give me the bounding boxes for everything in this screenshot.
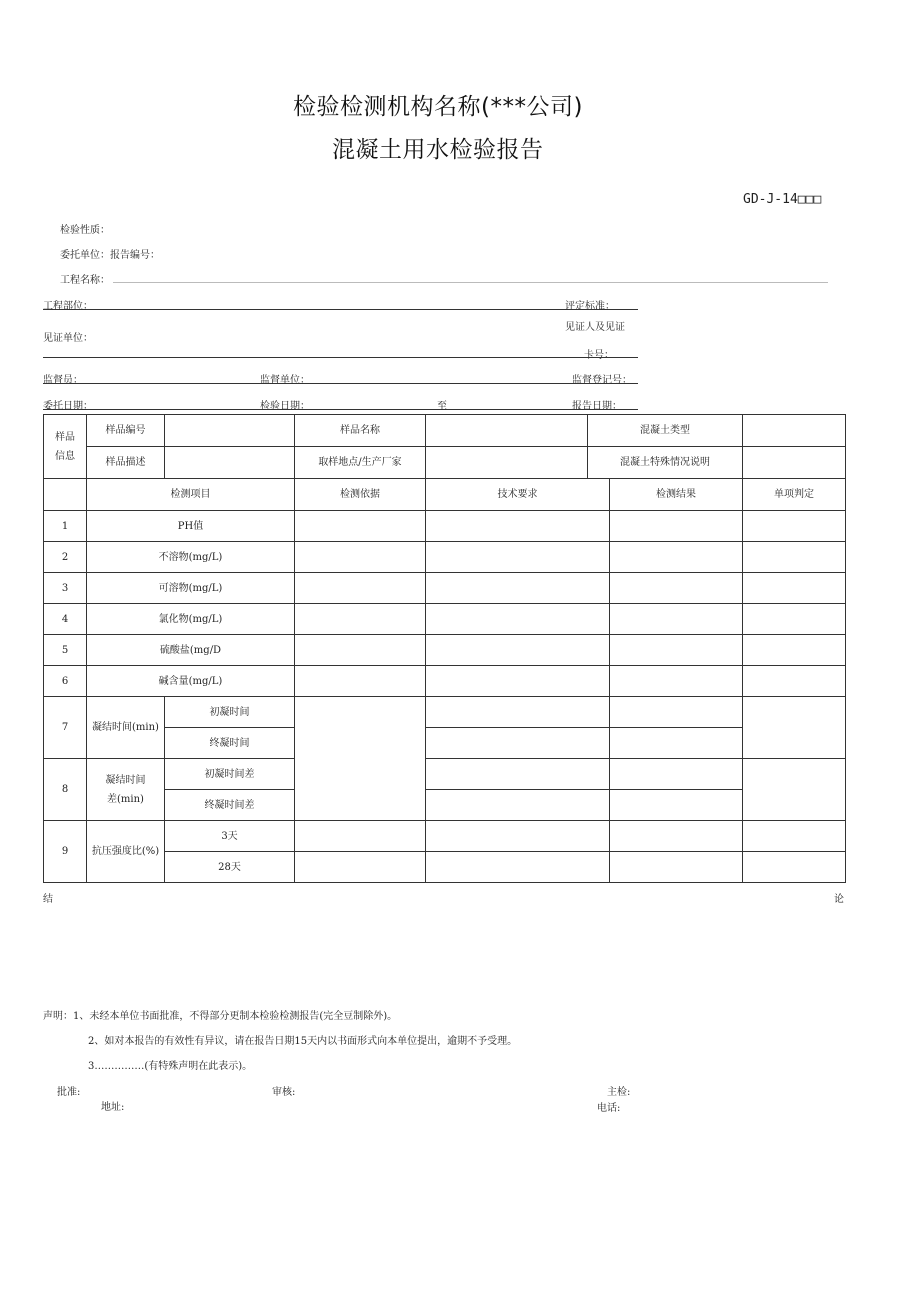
client-unit-label: 委托单位：报告编号： bbox=[60, 250, 160, 261]
row-item: 可溶物(mg/L) bbox=[87, 573, 295, 604]
row-basis[interactable] bbox=[295, 511, 426, 542]
project-name-label: 工程名称： bbox=[60, 275, 110, 286]
row-no: 7 bbox=[44, 697, 87, 759]
sample-name-value[interactable] bbox=[426, 415, 588, 447]
row-no: 5 bbox=[44, 635, 87, 666]
row-no: 6 bbox=[44, 666, 87, 697]
row-result[interactable] bbox=[610, 666, 743, 697]
row-subitem: 终凝时间差 bbox=[165, 790, 295, 821]
table-row bbox=[44, 604, 846, 635]
table-row bbox=[44, 821, 846, 852]
table-row bbox=[44, 635, 846, 666]
date-line bbox=[43, 409, 638, 410]
row-requirement[interactable] bbox=[426, 728, 610, 759]
row-item: 氯化物(mg/L) bbox=[87, 604, 295, 635]
row-judgement[interactable] bbox=[743, 821, 846, 852]
row-requirement[interactable] bbox=[426, 604, 610, 635]
row-basis[interactable] bbox=[295, 604, 426, 635]
row-subitem: 28天 bbox=[165, 852, 295, 883]
form-code: GD-J-14□□□ bbox=[743, 192, 822, 207]
row-requirement[interactable] bbox=[426, 821, 610, 852]
row-subitem: 初凝时间 bbox=[165, 697, 295, 728]
table-row bbox=[44, 542, 846, 573]
row-item: 凝结时间 差(min) bbox=[87, 759, 165, 821]
project-part-line bbox=[43, 309, 638, 310]
table-row bbox=[44, 697, 846, 728]
row-judgement[interactable] bbox=[743, 852, 846, 883]
row-result[interactable] bbox=[610, 635, 743, 666]
table-row bbox=[44, 511, 846, 542]
row-item: 不溶物(mg/L) bbox=[87, 542, 295, 573]
witness-unit-label: 见证单位： bbox=[43, 333, 93, 344]
row-result[interactable] bbox=[610, 573, 743, 604]
row-basis[interactable] bbox=[295, 821, 426, 852]
row-no: 2 bbox=[44, 542, 87, 573]
table-row bbox=[44, 666, 846, 697]
sample-desc-label: 样品描述 bbox=[87, 447, 165, 479]
row-no: 9 bbox=[44, 821, 87, 883]
row-no: 3 bbox=[44, 573, 87, 604]
row-basis[interactable] bbox=[295, 635, 426, 666]
conclusion-left: 结 bbox=[43, 894, 53, 905]
row-requirement[interactable] bbox=[426, 852, 610, 883]
row-subitem: 终凝时间 bbox=[165, 728, 295, 759]
row-no: 8 bbox=[44, 759, 87, 821]
table-row bbox=[44, 852, 846, 883]
sample-no-label: 样品编号 bbox=[87, 415, 165, 447]
project-part-label: 工程部位： bbox=[43, 301, 93, 312]
row-requirement[interactable] bbox=[426, 573, 610, 604]
table-row bbox=[44, 759, 846, 790]
concrete-type-label: 混凝土类型 bbox=[588, 415, 743, 447]
header-judgement: 单项判定 bbox=[743, 479, 846, 511]
row-judgement[interactable] bbox=[743, 573, 846, 604]
phone-label: 电话: bbox=[597, 1103, 621, 1114]
row-result[interactable] bbox=[610, 604, 743, 635]
sample-name-label: 样品名称 bbox=[295, 415, 426, 447]
witness-card-label: 卡号： bbox=[584, 350, 614, 361]
table-row bbox=[44, 573, 846, 604]
statement-line-1: 声明：1、未经本单位书面批准，不得部分更制本检验检测报告(完全豆制除外)。 bbox=[43, 1011, 398, 1022]
statement-line-2: 2、如对本报告的有效性有异议，请在报告日期15天内以书面形式向本单位提出，逾期不予受理。 bbox=[88, 1036, 518, 1047]
row-basis[interactable] bbox=[295, 542, 426, 573]
row-item: 抗压强度比(%) bbox=[87, 821, 165, 883]
supervision-reg-label: 监督登记号： bbox=[572, 375, 632, 386]
table-header-no bbox=[44, 479, 87, 511]
inspection-nature-label: 检验性质： bbox=[60, 225, 110, 236]
row-no: 4 bbox=[44, 604, 87, 635]
row-judgement[interactable] bbox=[743, 542, 846, 573]
witness-person-label: 见证人及见证 bbox=[565, 322, 625, 333]
to-label: 至 bbox=[437, 401, 447, 412]
test-date-label: 检验日期： bbox=[260, 401, 310, 412]
report-title: 混凝土用水检验报告 bbox=[332, 137, 544, 163]
project-name-line bbox=[113, 282, 828, 283]
sample-no-value[interactable] bbox=[165, 415, 295, 447]
inspection-table bbox=[43, 414, 846, 883]
sampling-place-value[interactable] bbox=[426, 447, 588, 479]
row-judgement[interactable] bbox=[743, 759, 846, 821]
row-result[interactable] bbox=[610, 759, 743, 790]
supervision-unit-label: 监督单位： bbox=[260, 375, 310, 386]
approve-label: 批准: bbox=[57, 1087, 81, 1098]
row-result[interactable] bbox=[610, 790, 743, 821]
supervisor-line bbox=[43, 383, 638, 384]
row-judgement[interactable] bbox=[743, 666, 846, 697]
sample-desc-value[interactable] bbox=[165, 447, 295, 479]
statement-line-3: 3……………(有特殊声明在此表示)。 bbox=[88, 1061, 253, 1072]
sampling-place-label: 取样地点/生产厂家 bbox=[295, 447, 426, 479]
review-label: 审核: bbox=[272, 1087, 296, 1098]
row-subitem: 3天 bbox=[165, 821, 295, 852]
row-result[interactable] bbox=[610, 697, 743, 728]
table-row bbox=[44, 728, 846, 759]
main-test-label: 主检: bbox=[607, 1087, 631, 1098]
row-judgement[interactable] bbox=[743, 511, 846, 542]
report-date-label: 报告日期： bbox=[572, 401, 622, 412]
row-requirement[interactable] bbox=[426, 666, 610, 697]
row-requirement[interactable] bbox=[426, 697, 610, 728]
header-test-item: 检测项目 bbox=[87, 479, 295, 511]
row-requirement[interactable] bbox=[426, 542, 610, 573]
conclusion-right: 论 bbox=[834, 894, 844, 905]
row-result[interactable] bbox=[610, 852, 743, 883]
row-requirement[interactable] bbox=[426, 759, 610, 790]
table-row bbox=[44, 790, 846, 821]
row-judgement[interactable] bbox=[743, 635, 846, 666]
org-title: 检验检测机构名称(***公司) bbox=[293, 94, 583, 120]
witness-line bbox=[43, 357, 638, 358]
row-subitem: 初凝时间差 bbox=[165, 759, 295, 790]
row-item: 碱含量(mg/L) bbox=[87, 666, 295, 697]
concrete-type-value[interactable] bbox=[743, 415, 846, 447]
special-note-value[interactable] bbox=[743, 447, 846, 479]
row-basis[interactable] bbox=[295, 852, 426, 883]
row-basis[interactable] bbox=[295, 573, 426, 604]
row-result[interactable] bbox=[610, 821, 743, 852]
header-test-result: 检测结果 bbox=[610, 479, 743, 511]
row-item: 凝结时间(min) bbox=[87, 697, 165, 759]
row-basis[interactable] bbox=[295, 666, 426, 697]
row-result[interactable] bbox=[610, 728, 743, 759]
row-item: 硫酸盐(mg/D bbox=[87, 635, 295, 666]
row-judgement[interactable] bbox=[743, 697, 846, 759]
row-item: PH值 bbox=[87, 511, 295, 542]
row-judgement[interactable] bbox=[743, 604, 846, 635]
row-result[interactable] bbox=[610, 542, 743, 573]
setting-time-basis[interactable] bbox=[295, 697, 426, 821]
row-requirement[interactable] bbox=[426, 635, 610, 666]
row-requirement[interactable] bbox=[426, 790, 610, 821]
row-result[interactable] bbox=[610, 511, 743, 542]
header-tech-requirement: 技术要求 bbox=[426, 479, 610, 511]
special-note-label: 混凝土特殊情况说明 bbox=[588, 447, 743, 479]
sample-info-label: 样品 信息 bbox=[44, 415, 87, 479]
eval-standard-label: 评定标准： bbox=[565, 301, 615, 312]
header-test-basis: 检测依据 bbox=[295, 479, 426, 511]
commission-date-label: 委托日期： bbox=[43, 401, 93, 412]
row-no: 1 bbox=[44, 511, 87, 542]
row-requirement[interactable] bbox=[426, 511, 610, 542]
supervisor-label: 监督员： bbox=[43, 375, 83, 386]
address-label: 地址: bbox=[101, 1102, 125, 1113]
